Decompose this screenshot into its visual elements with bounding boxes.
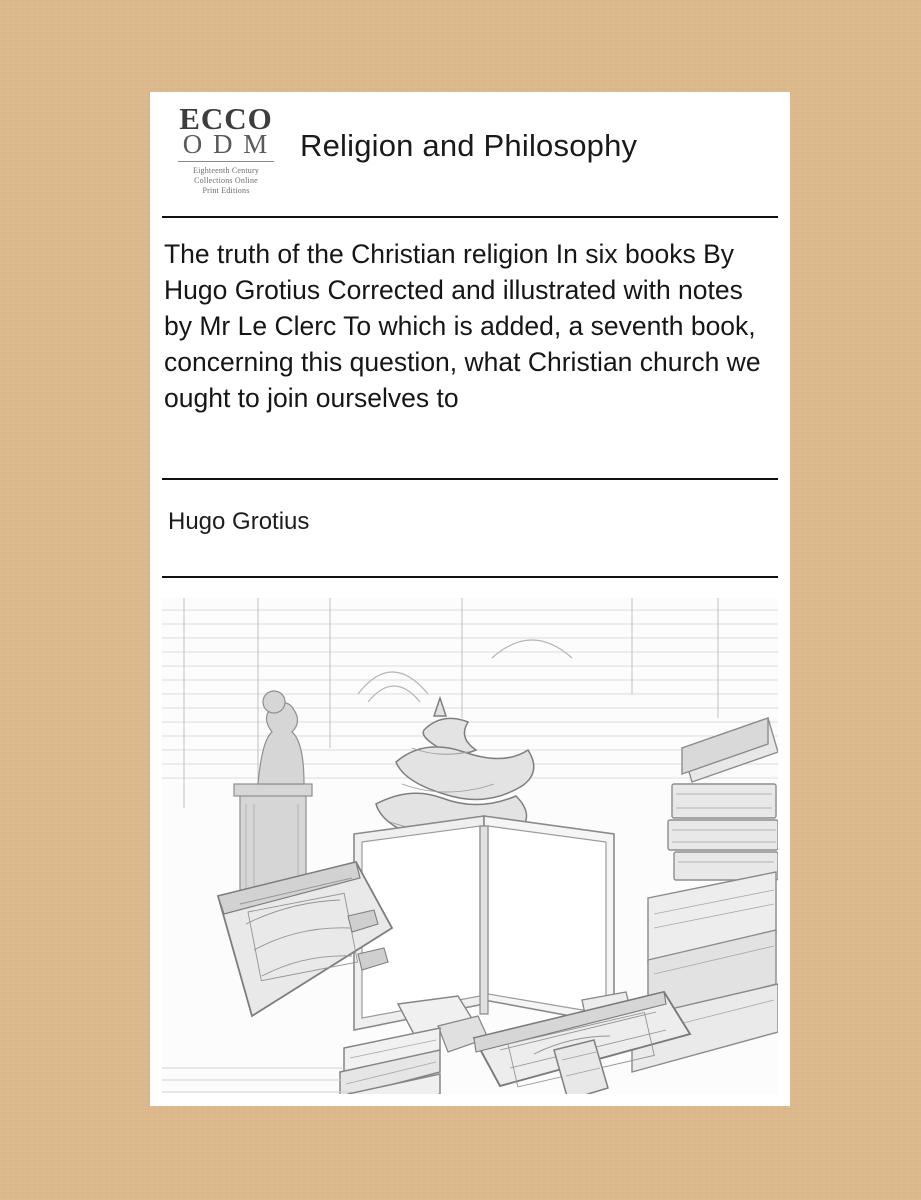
divider-bottom: [162, 576, 778, 578]
ecco-logo: [166, 102, 286, 214]
page-title: The truth of the Christian religion In six books By Hugo Grotius Corrected and illustrated with notes by Mr Le Clerc To which is added, a seventh book, concerning this question, what Christian church we ought to join ourselves to: [164, 239, 761, 413]
ecco-logo-line1: ECCO: [179, 101, 273, 136]
engraving-illustration: [162, 598, 778, 1094]
ecco-logo-caption-1: Eighteenth Century: [192, 166, 260, 175]
cover-illustration: [162, 598, 778, 1094]
ecco-logo-divider: [178, 161, 274, 162]
divider-middle: [162, 478, 778, 480]
author-name: Hugo Grotius: [168, 508, 310, 535]
book-cover-sheet: [150, 92, 790, 1106]
divider-top: [162, 216, 778, 218]
ecco-logo-caption-2: Collections Online: [194, 176, 258, 185]
category-heading: Religion and Philosophy: [300, 128, 638, 163]
ecco-logo-caption-3: Print Editions: [202, 186, 250, 195]
ecco-logo-line2: O D M: [182, 129, 270, 159]
